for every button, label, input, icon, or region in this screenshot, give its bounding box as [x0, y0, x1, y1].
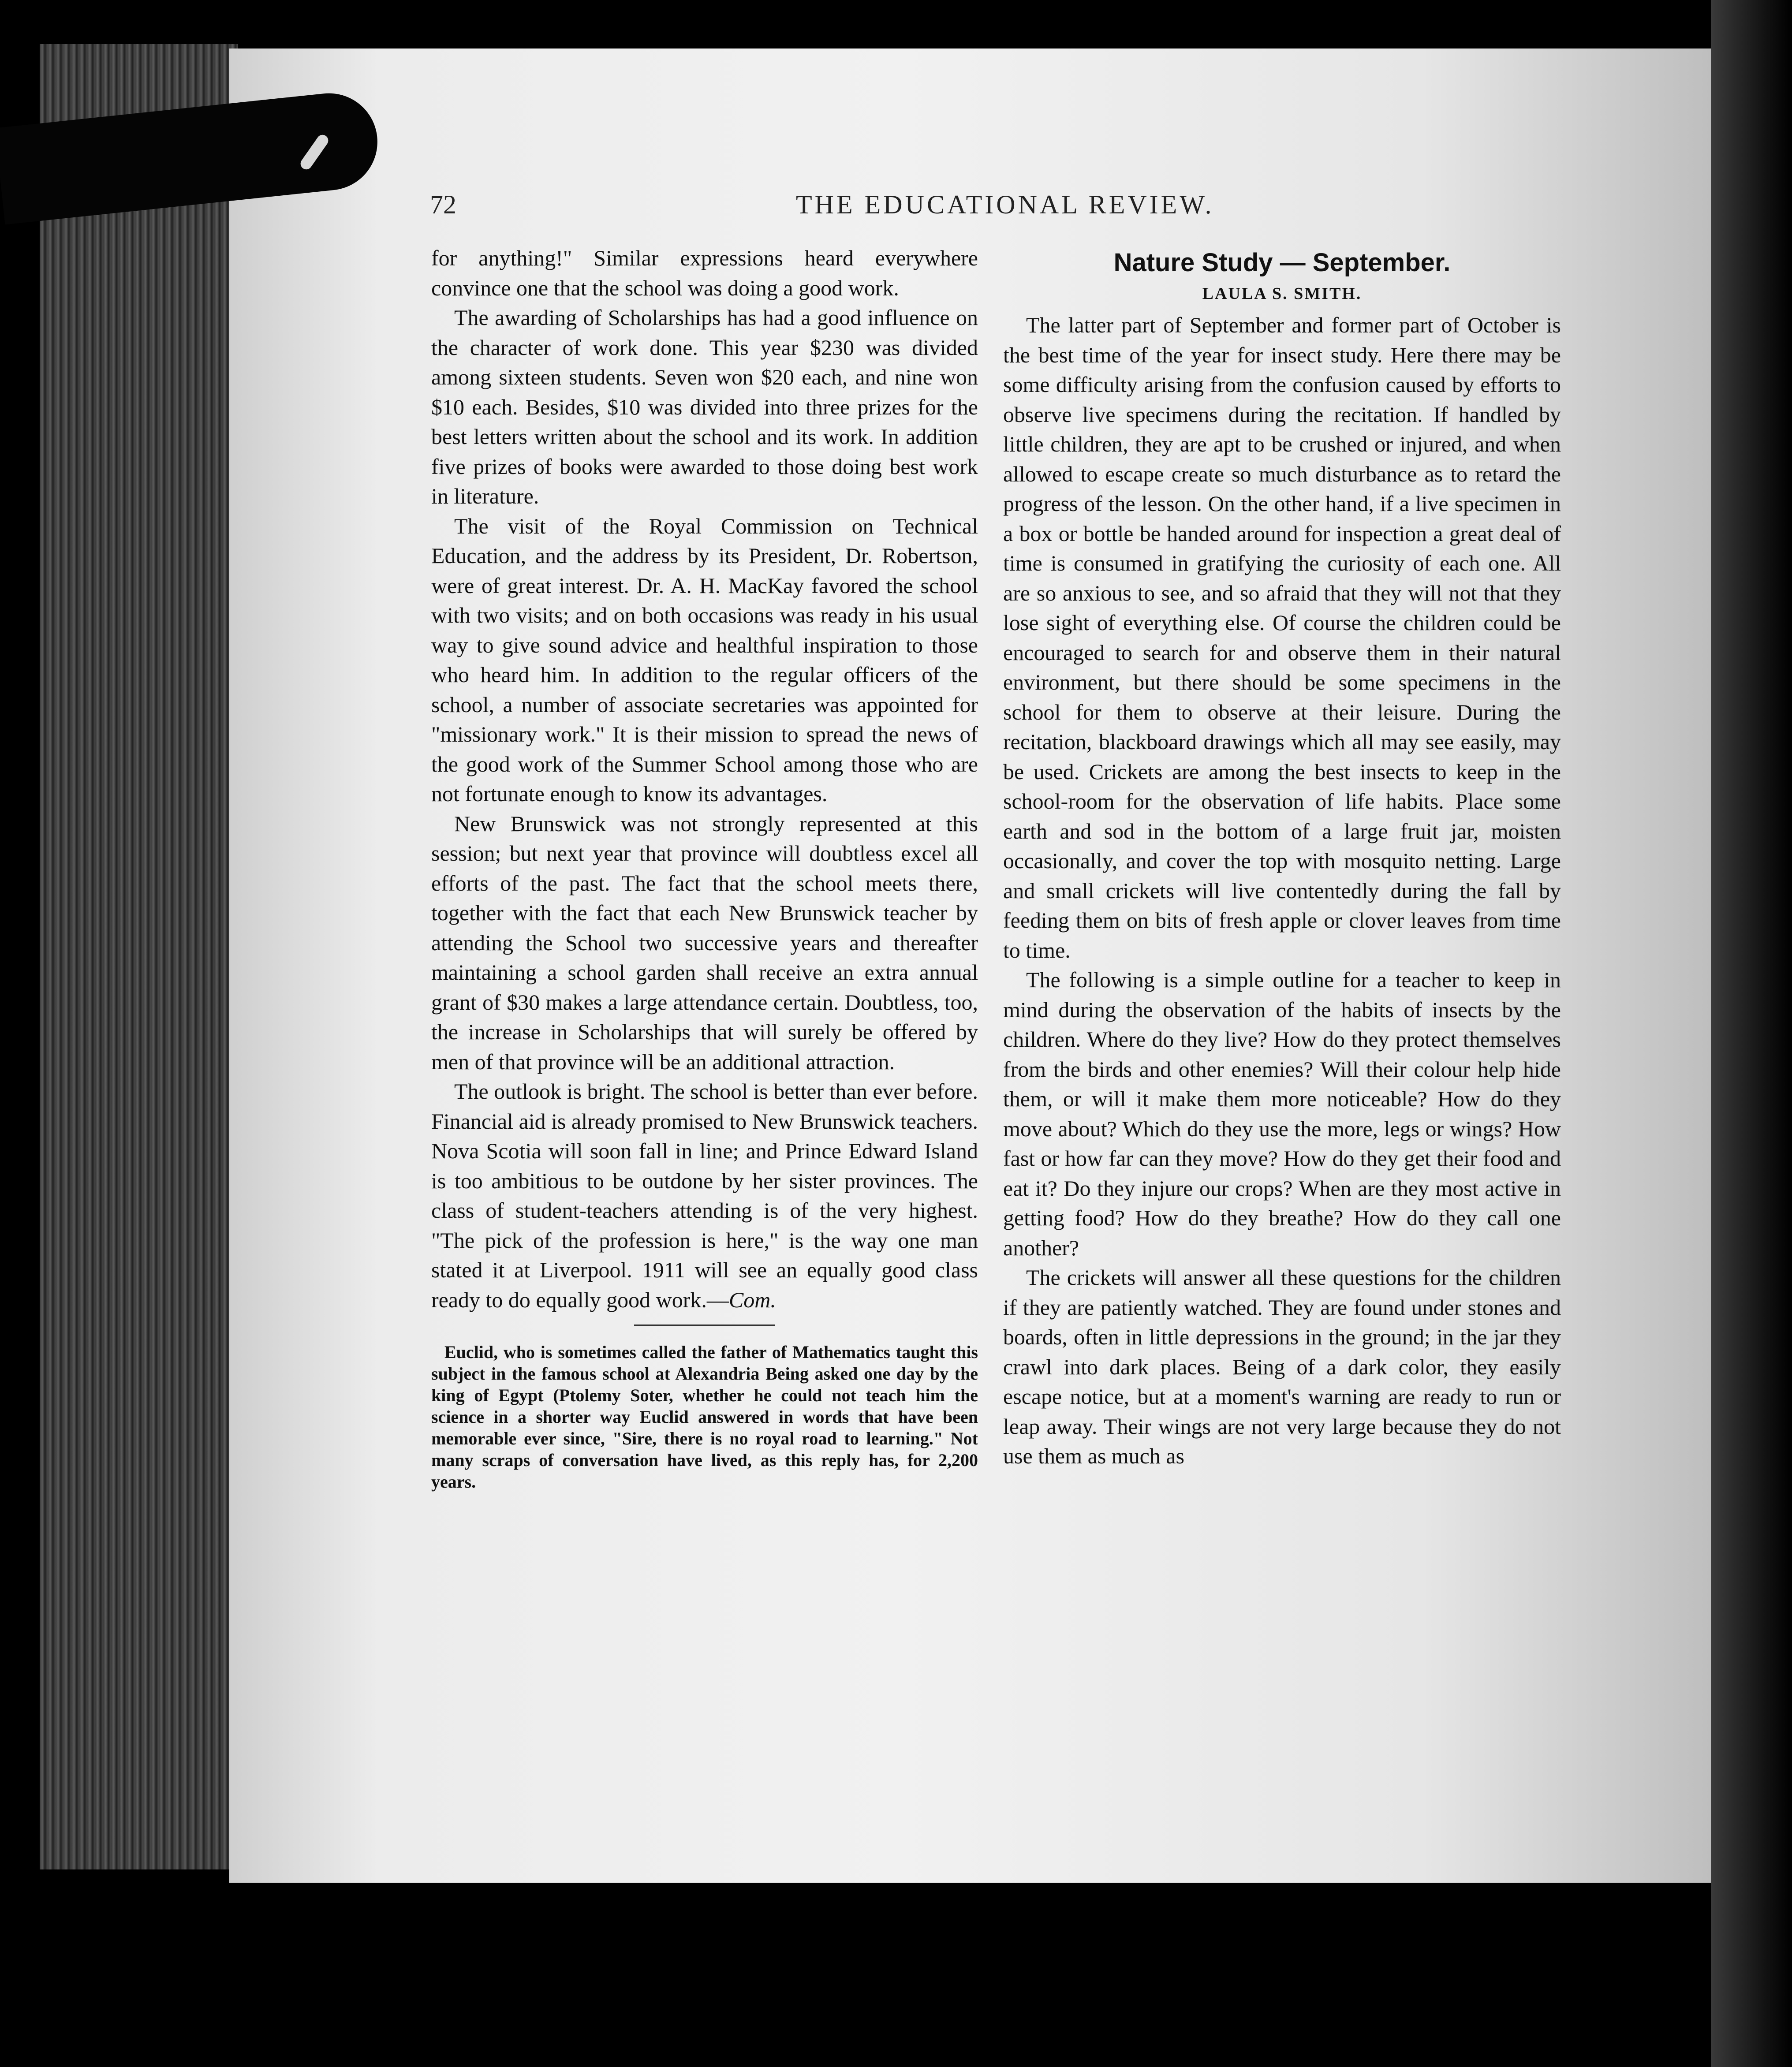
facing-page-edge — [1711, 0, 1792, 2067]
paragraph-text: The outlook is bright. The school is better than ever before. Financial aid is already promised to New Brunswick teachers. Nova Scotia will soon fall in line; and Prince Edward Island is too ambitious to be outdone by her sister provinces. The class of student-teachers attending is of the very highest. "The pick of the profession is here," is the way one man stated it at Liverpool. 1911 will see an equally good class ready to do equally good work.— — [431, 1079, 978, 1312]
right-column — [1003, 247, 1561, 1471]
signature: Com. — [728, 1287, 776, 1312]
paragraph: for anything!" Similar expressions heard everywhere convince one that the school was doing a good work. — [431, 246, 978, 300]
paragraph: The visit of the Royal Commission on Technical Education, and the address by its President, Dr. Robertson, were of great interest. Dr. A. H. MacKay favored the school with two visits; and on both occasions was ready in his usual way to give sound advice and healthful inspiration to those who heard him. In addition to the regular officers of the school, a number of associate secretaries was appointed for "missionary work." It is their mission to spread the news of the good work of the Summer School among those who are not fortunate enough to know its advantages. — [431, 513, 978, 806]
paragraph: New Brunswick was not strongly represented at this session; but next year that province will doubtless excel all efforts of the past. The fact that the school meets there, together with the fact that each New Brunswick teacher by attending the School two successive years and thereafter maintaining a school garden shall receive an extra annual grant of $30 makes a large attendance certain. Doubtless, too, the increase in Scholarships that will surely be offered by men of that province will be an additional attraction. — [431, 811, 978, 1074]
article-author: LAULA S. SMITH. — [1202, 284, 1362, 303]
running-head: THE EDUCATIONAL REVIEW. — [796, 190, 1214, 219]
page-number: 72 — [430, 190, 456, 219]
paragraph: The crickets will answer all these questions for the children if they are patiently watched. They are found under stones and boards, often in little depressions in the ground; in the jar they crawl into dark places. Being of a dark color, they easily escape notice, but at a moment's warning are ready to run or leap away. Their wings are not very large because they do not use them as much as — [1003, 1265, 1561, 1468]
euclid-note: Euclid, who is sometimes called the father of Mathematics taught this subject in the famous school at Alexandria Being asked one day by the king of Egypt (Ptolemy Soter, whether he could not teach him the science in a shorter way Euclid answered in words that have been memorable ever since, "Sire, there is no royal road to learning." Not many scraps of conversation have lived, as this reply has, for 2,200 years. — [431, 1342, 978, 1492]
book-page-edges — [40, 44, 238, 1869]
paragraph: The following is a simple outline for a teacher to keep in mind during the observation of the habits of insects by the children. Where do they live? How do they protect themselves from the birds and other enemies? Will their colour help hide them, or will it make them more noticeable? How do they move about? Which do they use the more, legs or wings? How fast or how far can they move? How do they get their food and eat it? Do they injure our crops? When are they most active in getting food? How do they breathe? How do they call one another? — [1003, 967, 1561, 1260]
left-column — [431, 243, 978, 1492]
article-title: Nature Study — September. — [1113, 248, 1451, 277]
paragraph: The latter part of September and former part of October is the best time of the year for insect study. Here there may be some difficulty arising from the confusion caused by efforts to observe live specimens during the recitation. If handled by little children, they are apt to be crushed or injured, and when allowed to escape create so much disturbance as to retard the progress of the lesson. On the other hand, if a live specimen in a box or bottle be handed around for inspection a great deal of time is consumed in gratifying the curiosity of each one. All are so anxious to see, and so afraid that they will not that they lose sight of everything else. Of course the children could be encouraged to search for and observe them in their natural environment, but there should be some specimens in the school for them to observe at their leisure. During the recitation, blackboard drawings which all may see easily, may be used. Crickets are among the best insects to keep in the school-room for the observation of life habits. Place some earth and sod in the bottom of a large fruit jar, moisten occasionally, and cover the top with mosquito netting. Large and small crickets will live contentedly during the fall by feeding them on bits of fresh apple or clover leaves from time to time. — [1003, 313, 1561, 963]
paragraph: The awarding of Scholarships has had a good influence on the character of work done. This year $230 was divided among sixteen students. Seven won $20 each, and nine won $10 each. Besides, $10 was divided into three prizes for the best letters written about the school and its work. In addition five prizes of books were awarded to those doing best work in literature. — [431, 305, 978, 508]
paragraph-closing — [431, 1077, 978, 1315]
page-header — [430, 190, 1444, 229]
section-divider — [634, 1325, 775, 1326]
